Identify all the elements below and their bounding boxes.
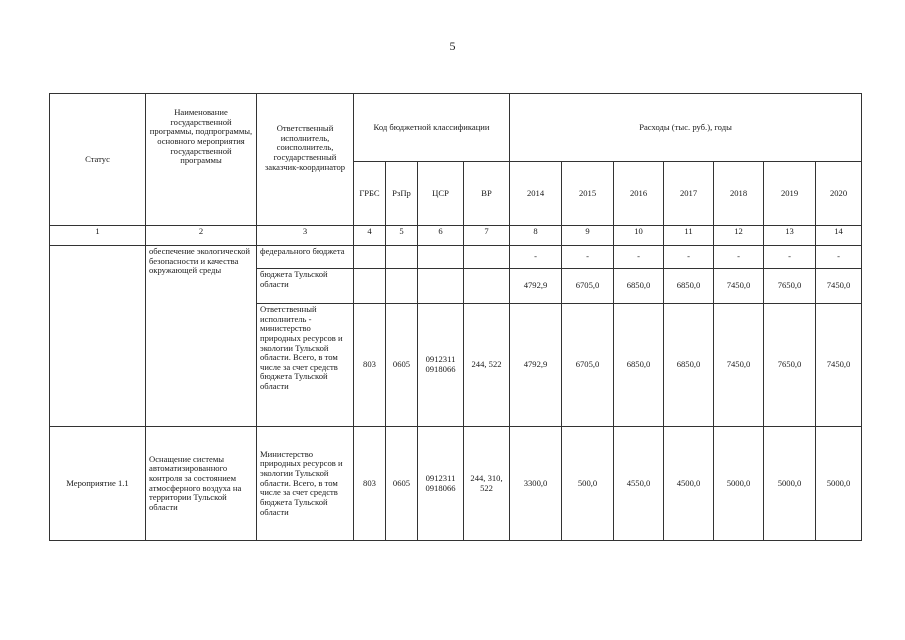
expense-value: 7650,0 [764,269,816,304]
header-status: Статус [50,94,146,226]
expense-value: - [714,246,764,269]
header-csr: ЦСР [418,162,464,226]
col-number: 2 [146,226,257,246]
header-rzpr: РзПр [386,162,418,226]
expense-value: - [764,246,816,269]
activity-executor-cell: Министерство природных ресурсов и экологии Тульской области. Всего, в том числе за счет средств бюджета Тульской области [257,427,354,541]
expense-value: 7450,0 [714,269,764,304]
header-year-2017: 2017 [664,162,714,226]
header-year-2015: 2015 [562,162,614,226]
expense-value: 6850,0 [664,304,714,427]
vr-cell [464,246,510,269]
expense-value: 4792,9 [510,269,562,304]
expense-value: - [664,246,714,269]
rzpr-cell: 0605 [386,427,418,541]
activity-name-cell: Оснащение системы автоматизированного контроля за состоянием атмосферного воздуха на территории Тульской области [146,427,257,541]
funding-source-regional: бюджета Тульской области [257,269,354,304]
header-year-2018: 2018 [714,162,764,226]
expense-value: 7450,0 [714,304,764,427]
csr-cell [418,246,464,269]
expense-value: 6850,0 [664,269,714,304]
rzpr-cell: 0605 [386,304,418,427]
col-number: 4 [354,226,386,246]
grbs-cell [354,269,386,304]
responsible-executor-cell: Ответственный исполнитель - министерство природных ресурсов и экологии Тульской области. Всего, в том числе за счет средств бюджета Тульской области [257,304,354,427]
budget-table [49,93,862,541]
activity-status-cell: Мероприятие 1.1 [50,427,146,541]
col-number: 10 [614,226,664,246]
vr-cell: 244, 522 [464,304,510,427]
program-name-cell: обеспечение экологической безопасности и качества окружающей среды [146,246,257,427]
expense-value: 5000,0 [816,427,862,541]
expense-value: 7650,0 [764,304,816,427]
expense-value: 6850,0 [614,269,664,304]
col-number: 3 [257,226,354,246]
funding-source-federal: федерального бюджета [257,246,354,269]
header-year-2020: 2020 [816,162,862,226]
csr-cell [418,269,464,304]
expense-value: 500,0 [562,427,614,541]
expense-value: - [816,246,862,269]
grbs-cell: 803 [354,427,386,541]
header-expenses: Расходы (тыс. руб.), годы [510,94,862,162]
expense-value: 4792,9 [510,304,562,427]
col-number: 7 [464,226,510,246]
rzpr-cell [386,246,418,269]
col-number: 14 [816,226,862,246]
header-budget-code: Код бюджетной классификации [354,94,510,162]
header-year-2014: 2014 [510,162,562,226]
page-number: 5 [449,39,456,53]
vr-cell [464,269,510,304]
expense-value: 6705,0 [562,304,614,427]
expense-value: 4500,0 [664,427,714,541]
expense-value: 3300,0 [510,427,562,541]
grbs-cell: 803 [354,304,386,427]
expense-value: 4550,0 [614,427,664,541]
csr-cell: 0912311 0918066 [418,427,464,541]
expense-value: 7450,0 [816,304,862,427]
expense-value: - [562,246,614,269]
header-vr: ВР [464,162,510,226]
expense-value: - [614,246,664,269]
header-responsible: Ответственный исполнитель, соисполнитель, государственный заказчик-координатор [257,94,354,226]
col-number: 11 [664,226,714,246]
expense-value: 5000,0 [714,427,764,541]
expense-value: 6850,0 [614,304,664,427]
col-number: 6 [418,226,464,246]
col-number: 8 [510,226,562,246]
csr-cell: 0912311 0918066 [418,304,464,427]
header-year-2019: 2019 [764,162,816,226]
col-number: 12 [714,226,764,246]
header-name: Наименование государственной программы, подпрограммы, основного мероприятия государственной программы [146,94,257,226]
expense-value: 5000,0 [764,427,816,541]
header-year-2016: 2016 [614,162,664,226]
expense-value: 6705,0 [562,269,614,304]
grbs-cell [354,246,386,269]
col-number: 9 [562,226,614,246]
header-grbs: ГРБС [354,162,386,226]
expense-value: - [510,246,562,269]
col-number: 1 [50,226,146,246]
status-cell-empty [50,246,146,427]
col-number: 5 [386,226,418,246]
expense-value: 7450,0 [816,269,862,304]
vr-cell: 244, 310, 522 [464,427,510,541]
col-number: 13 [764,226,816,246]
rzpr-cell [386,269,418,304]
